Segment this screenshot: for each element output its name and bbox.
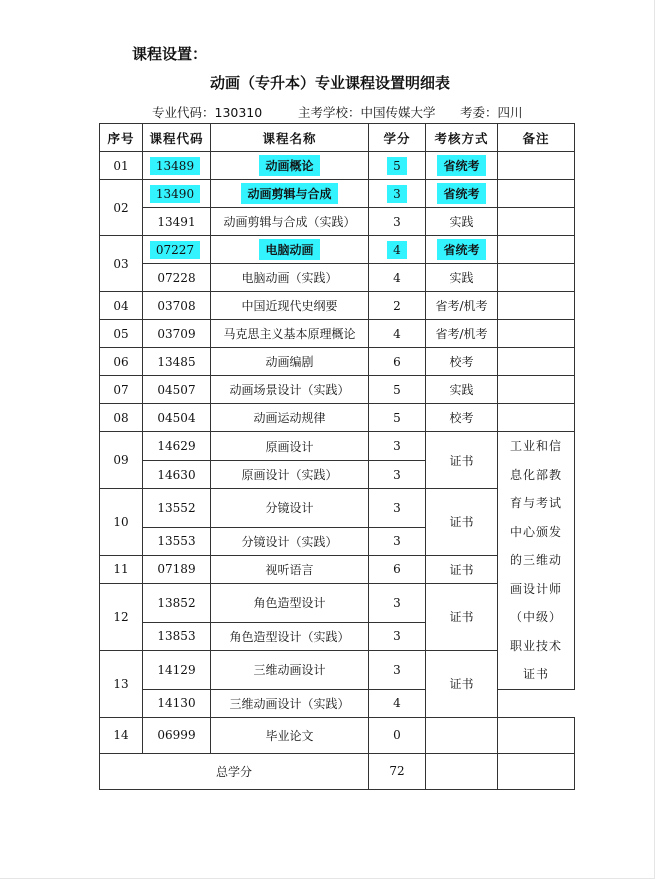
course-name: 分镜设计: [211, 489, 369, 528]
col-header-credit: 学分: [369, 124, 426, 152]
remark-cell: [498, 404, 575, 432]
course-code-highlight: 13489: [150, 157, 200, 175]
course-code-highlight: 13490: [150, 185, 200, 203]
course-name: 角色造型设计（实践）: [211, 622, 369, 650]
table-row: [100, 689, 575, 717]
course-name-highlight: 电脑动画: [259, 239, 319, 260]
row-no: 04: [100, 292, 143, 320]
row-no: 08: [100, 404, 143, 432]
remark-cell: [498, 348, 575, 376]
remark-cell: [498, 180, 575, 208]
remark-cell: [498, 264, 575, 292]
col-header-code: 课程代码: [143, 124, 211, 152]
exam-type: [426, 717, 498, 753]
exam-type: [426, 180, 498, 208]
table-row: [100, 376, 575, 404]
course-credit: [369, 180, 426, 208]
course-name: 中国近现代史纲要: [211, 292, 369, 320]
course-credit: 3: [369, 583, 426, 622]
col-header-remark: 备注: [498, 124, 575, 152]
course-code: [143, 152, 211, 180]
course-credit: [369, 236, 426, 264]
exam-type: 实践: [426, 264, 498, 292]
course-code: 13853: [143, 622, 211, 650]
course-credit: 4: [369, 320, 426, 348]
remark-cell: [498, 208, 575, 236]
row-no: 11: [100, 555, 143, 583]
course-credit: 5: [369, 376, 426, 404]
course-code: 13485: [143, 348, 211, 376]
course-name: [211, 236, 369, 264]
course-name: [211, 180, 369, 208]
row-no: 14: [100, 717, 143, 753]
table-row: [100, 404, 575, 432]
exam-highlight: 省统考: [437, 239, 485, 260]
course-code: [143, 180, 211, 208]
course-code: [143, 236, 211, 264]
row-no: 01: [100, 152, 143, 180]
table-header-row: [100, 124, 575, 152]
section-heading: 课程设置：: [132, 45, 208, 63]
course-name: [211, 152, 369, 180]
col-header-name: 课程名称: [211, 124, 369, 152]
table-row: [100, 348, 575, 376]
course-credit: 4: [369, 264, 426, 292]
course-code: 13553: [143, 527, 211, 555]
table-row: [100, 180, 575, 208]
course-name: 毕业论文: [211, 717, 369, 753]
exam-type: 省考/机考: [426, 292, 498, 320]
course-credit: 6: [369, 348, 426, 376]
course-credit: 2: [369, 292, 426, 320]
course-name: 动画编剧: [211, 348, 369, 376]
remark-cell: [498, 717, 575, 753]
course-code: 07228: [143, 264, 211, 292]
course-name: 马克思主义基本原理概论: [211, 320, 369, 348]
course-name-highlight: 动画剪辑与合成: [241, 183, 337, 204]
course-credit: 3: [369, 208, 426, 236]
course-code: 06999: [143, 717, 211, 753]
course-code: 13552: [143, 489, 211, 528]
exam-type: 证书: [426, 555, 498, 583]
course-name: 原画设计: [211, 432, 369, 461]
table-row: [100, 292, 575, 320]
course-name: 动画运动规律: [211, 404, 369, 432]
exam-type: 证书: [426, 432, 498, 489]
remark-cell: [498, 292, 575, 320]
course-code: 14629: [143, 432, 211, 461]
course-name: 角色造型设计: [211, 583, 369, 622]
course-name: 三维动画设计: [211, 650, 369, 689]
row-no: 10: [100, 489, 143, 556]
credit-highlight: 4: [387, 241, 407, 259]
col-header-no: 序号: [100, 124, 143, 152]
course-name: 原画设计（实践）: [211, 461, 369, 489]
row-no: 09: [100, 432, 143, 489]
exam-type: [426, 152, 498, 180]
table-row: [100, 152, 575, 180]
certificate-remark: 工业和信息化部教育与考试中心颁发的三维动画设计师（中级）职业技术证书: [498, 432, 575, 690]
examining-school: 主考学校：中国传媒大学: [298, 105, 436, 120]
table-row: [100, 264, 575, 292]
credit-highlight: 3: [387, 185, 407, 203]
course-code: 07189: [143, 555, 211, 583]
remark-cell: [498, 376, 575, 404]
course-credit: 3: [369, 432, 426, 461]
exam-type: 实践: [426, 376, 498, 404]
exam-type: 校考: [426, 404, 498, 432]
course-name: 分镜设计（实践）: [211, 527, 369, 555]
course-code: 14129: [143, 650, 211, 689]
course-code: 14630: [143, 461, 211, 489]
course-credit: 0: [369, 717, 426, 753]
course-code: 13852: [143, 583, 211, 622]
row-no: 13: [100, 650, 143, 717]
course-credit: 3: [369, 527, 426, 555]
course-name: 视听语言: [211, 555, 369, 583]
row-no: 06: [100, 348, 143, 376]
course-credit: 3: [369, 622, 426, 650]
row-no: 12: [100, 583, 143, 650]
exam-type: 实践: [426, 208, 498, 236]
course-code: 04507: [143, 376, 211, 404]
course-code: 03708: [143, 292, 211, 320]
course-credit: 3: [369, 650, 426, 689]
total-row: [100, 753, 575, 789]
course-credit: 6: [369, 555, 426, 583]
table-row: [100, 320, 575, 348]
row-no: 02: [100, 180, 143, 236]
credit-highlight: 5: [387, 157, 407, 175]
course-name: 动画场景设计（实践）: [211, 376, 369, 404]
exam-highlight: 省统考: [437, 155, 485, 176]
course-name: 动画剪辑与合成（实践）: [211, 208, 369, 236]
course-credit: 3: [369, 489, 426, 528]
course-code: 14130: [143, 689, 211, 717]
course-name: 电脑动画（实践）: [211, 264, 369, 292]
remark-cell: [498, 236, 575, 264]
exam-type: 省考/机考: [426, 320, 498, 348]
course-credit: 3: [369, 461, 426, 489]
exam-type: 校考: [426, 348, 498, 376]
row-no: 05: [100, 320, 143, 348]
course-name-highlight: 动画概论: [259, 155, 319, 176]
course-credit: [369, 152, 426, 180]
col-header-exam: 考核方式: [426, 124, 498, 152]
exam-highlight: 省统考: [437, 183, 485, 204]
remark-cell: [498, 152, 575, 180]
row-no: 07: [100, 376, 143, 404]
course-credit: 4: [369, 689, 426, 717]
total-credits: 72: [369, 753, 426, 789]
remark-cell: [498, 320, 575, 348]
table-row: [100, 236, 575, 264]
course-code: 03709: [143, 320, 211, 348]
table-row: [100, 717, 575, 753]
course-table: [99, 123, 575, 790]
exam-type: 证书: [426, 489, 498, 556]
exam-committee: 考委：四川: [460, 105, 523, 120]
exam-type: 证书: [426, 650, 498, 717]
table-row: [100, 432, 575, 461]
exam-type: [426, 236, 498, 264]
total-label: 总学分: [100, 753, 369, 789]
exam-type: 证书: [426, 583, 498, 650]
course-credit: 5: [369, 404, 426, 432]
course-name: 三维动画设计（实践）: [211, 689, 369, 717]
row-no: 03: [100, 236, 143, 292]
course-code-highlight: 07227: [150, 241, 200, 259]
total-exam-cell: [426, 753, 498, 789]
table-title: 动画（专升本）专业课程设置明细表: [209, 74, 450, 92]
total-remark-cell: [498, 753, 575, 789]
table-row: [100, 208, 575, 236]
course-code: 04504: [143, 404, 211, 432]
course-code: 13491: [143, 208, 211, 236]
major-code: 专业代码：130310: [152, 105, 263, 120]
